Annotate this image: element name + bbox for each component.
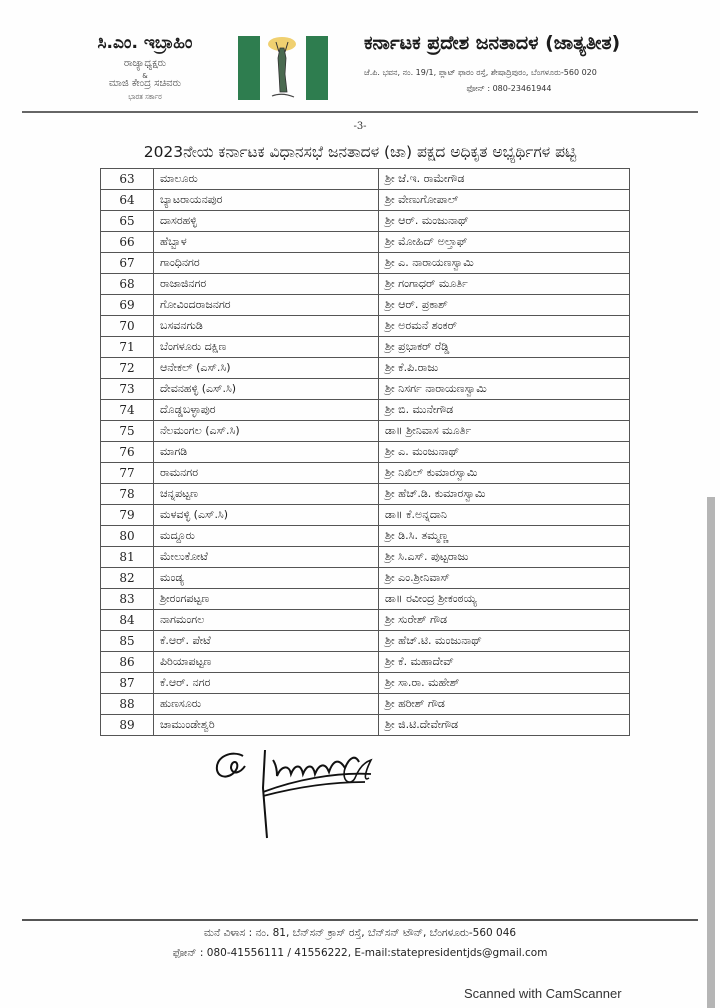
constituency-name: ಶ್ರೀರಂಗಪಟ್ಟಣ (154, 589, 379, 610)
table-row (101, 610, 630, 631)
table-row (101, 190, 630, 211)
row-number: 85 (101, 631, 154, 652)
letterhead-designation-3: ಭಾರತ ಸರ್ಕಾರ (128, 93, 162, 101)
constituency-name: ದಾಸರಹಳ್ಳಿ (154, 211, 379, 232)
constituency-name: ಹೆಬ್ಬಾಳ (154, 232, 379, 253)
candidate-name: ಶ್ರೀ ಡಿ.ಸಿ. ತಮ್ಮಣ್ಣ (379, 526, 630, 547)
logo-farmer-woman (278, 48, 287, 92)
header-divider (22, 111, 698, 113)
row-number: 72 (101, 358, 154, 379)
party-phone: ಫೋನ್ : 080-23461944 (466, 84, 552, 93)
table-row (101, 505, 630, 526)
constituency-name: ಮಂಡ್ಯ (154, 568, 379, 589)
table-row (101, 316, 630, 337)
candidate-name: ಶ್ರೀ ವೇಣುಗೋಪಾಲ್ (379, 190, 630, 211)
row-number: 64 (101, 190, 154, 211)
constituency-name: ಬ್ಯಾಟರಾಯನಪುರ (154, 190, 379, 211)
table-row (101, 295, 630, 316)
candidate-name: ಶ್ರೀ ಸುರೇಶ್ ಗೌಡ (379, 610, 630, 631)
table-row (101, 652, 630, 673)
constituency-name: ದೊಡ್ಡಬಳ್ಳಾಪುರ (154, 400, 379, 421)
row-number: 81 (101, 547, 154, 568)
row-number: 89 (101, 715, 154, 736)
signature (205, 738, 385, 848)
table-row (101, 232, 630, 253)
candidate-name: ಡಾ॥ ಶ್ರೀನಿವಾಸ ಮೂರ್ತಿ (379, 421, 630, 442)
row-number: 78 (101, 484, 154, 505)
party-address: ಜೆ.ಪಿ. ಭವನ, ನಂ. 19/1, ಪ್ಲಾಟ್ ಫಾರಂ ರಸ್ತೆ, ಶೇಷಾದ್ರಿಪುರಂ, ಬೆಂಗಳೂರು-560 020 (364, 68, 597, 77)
constituency-name: ಕೆ.ಆರ್. ಪೇಟೆ (154, 631, 379, 652)
candidate-name: ಶ್ರೀ ನಿಸರ್ಗ ನಾರಾಯಣಸ್ವಾಮಿ (379, 379, 630, 400)
row-number: 76 (101, 442, 154, 463)
row-number: 70 (101, 316, 154, 337)
table-row (101, 169, 630, 190)
candidate-name: ಶ್ರೀ ಕೆ. ಮಹಾದೇವ್ (379, 652, 630, 673)
row-number: 88 (101, 694, 154, 715)
row-number: 67 (101, 253, 154, 274)
candidate-name: ಶ್ರೀ ಪ್ರಭಾಕರ್ ರೆಡ್ಡಿ (379, 337, 630, 358)
table-row (101, 253, 630, 274)
row-number: 71 (101, 337, 154, 358)
table-row (101, 211, 630, 232)
candidate-name: ಶ್ರೀ ನಿಖಿಲ್ ಕುಮಾರಸ್ವಾಮಿ (379, 463, 630, 484)
constituency-name: ಮಾಲೂರು (154, 169, 379, 190)
table-row (101, 358, 630, 379)
row-number: 79 (101, 505, 154, 526)
footer-address: ಮನೆ ವಿಳಾಸ : ನಂ. 81, ಬೆನ್‌ಸನ್ ಕ್ರಾಸ್ ರಸ್ತೆ, ಬೆನ್‌ಸನ್ ಟೌನ್, ಬೆಂಗಳೂರು-560 046 (203, 927, 517, 939)
constituency-name: ಬೆಂಗಳೂರು ದಕ್ಷಿಣ (154, 337, 379, 358)
candidate-name: ಶ್ರೀ ಆರ್. ಮಂಜುನಾಥ್ (379, 211, 630, 232)
constituency-name: ಗೋವಿಂದರಾಜನಗರ (154, 295, 379, 316)
table-row (101, 673, 630, 694)
candidate-name: ಶ್ರೀ ಹರೀಶ್ ಗೌಡ (379, 694, 630, 715)
constituency-name: ಗಾಂಧಿನಗರ (154, 253, 379, 274)
letterhead-name: ಸಿ.ಎಂ. ಇಬ್ರಾಹಿಂ (97, 33, 193, 53)
row-number: 77 (101, 463, 154, 484)
candidate-name: ಶ್ರೀ ಜೆ.ಇ. ರಾಮೇಗೌಡ (379, 169, 630, 190)
page-number: -3- (353, 121, 367, 132)
constituency-name: ನೆಲಮಂಗಲ (ಎಸ್.ಸಿ) (154, 421, 379, 442)
table-row (101, 400, 630, 421)
table-row (101, 631, 630, 652)
constituency-name: ರಾಮನಗರ (154, 463, 379, 484)
candidate-name: ಡಾ॥ ರವೀಂದ್ರ ಶ್ರೀಕಂಠಯ್ಯ (379, 589, 630, 610)
candidate-name: ಡಾ॥ ಕೆ.ಅನ್ನದಾನಿ (379, 505, 630, 526)
constituency-name: ಹುಣಸೂರು (154, 694, 379, 715)
row-number: 69 (101, 295, 154, 316)
logo-green-bar-left (238, 36, 260, 100)
table-row (101, 526, 630, 547)
constituency-name: ನಾಗಮಂಗಲ (154, 610, 379, 631)
candidate-name: ಶ್ರೀ ಕೆ.ಪಿ.ರಾಜು (379, 358, 630, 379)
row-number: 66 (101, 232, 154, 253)
table-row (101, 589, 630, 610)
candidate-table (100, 168, 630, 736)
table-row (101, 421, 630, 442)
row-number: 74 (101, 400, 154, 421)
camscanner-watermark: Scanned with CamScanner (464, 986, 622, 1001)
row-number: 68 (101, 274, 154, 295)
candidate-name: ಶ್ರೀ ಜಿ.ಟಿ.ದೇವೇಗೌಡ (379, 715, 630, 736)
table-row (101, 715, 630, 736)
constituency-name: ಚಾಮುಂಡೇಶ್ವರಿ (154, 715, 379, 736)
constituency-name: ಮಾಗಡಿ (154, 442, 379, 463)
table-row (101, 463, 630, 484)
letterhead-designation: ರಾಜ್ಯಾಧ್ಯಕ್ಷರು (123, 58, 167, 69)
letterhead-designation-2: ಮಾಜಿ ಕೇಂದ್ರ ಸಚಿವರು (108, 78, 182, 89)
party-name: ಕರ್ನಾಟಕ ಪ್ರದೇಶ ಜನತಾದಳ (ಜಾತ್ಯತೀತ) (364, 32, 621, 54)
letterhead-ampersand: & (142, 72, 148, 80)
table-row (101, 547, 630, 568)
constituency-name: ಚನ್ನಪಟ್ಟಣ (154, 484, 379, 505)
constituency-name: ದೇವನಹಳ್ಳಿ (ಎಸ್.ಸಿ) (154, 379, 379, 400)
row-number: 65 (101, 211, 154, 232)
constituency-name: ಕೆ.ಆರ್. ನಗರ (154, 673, 379, 694)
party-logo-icon (236, 34, 330, 102)
constituency-name: ಮದ್ದೂರು (154, 526, 379, 547)
candidate-name: ಶ್ರೀ ಬಿ. ಮುನೇಗೌಡ (379, 400, 630, 421)
row-number: 75 (101, 421, 154, 442)
constituency-name: ಬಸವನಗುಡಿ (154, 316, 379, 337)
candidate-name: ಶ್ರೀ ಅರಮನೆ ಶಂಕರ್ (379, 316, 630, 337)
candidate-name: ಶ್ರೀ ಎಂ.ಶ್ರೀನಿವಾಸ್ (379, 568, 630, 589)
row-number: 84 (101, 610, 154, 631)
candidate-name: ಶ್ರೀ ಗಂಗಾಧರ್ ಮೂರ್ತಿ (379, 274, 630, 295)
candidate-name: ಶ್ರೀ ಮೋಹಿದ್ ಅಲ್ತಾಫ್ (379, 232, 630, 253)
candidate-name: ಶ್ರೀ ಸಾ.ರಾ. ಮಹೇಶ್ (379, 673, 630, 694)
table-row (101, 484, 630, 505)
scan-edge-shadow (707, 497, 715, 1008)
constituency-name: ಆನೇಕಲ್ (ಎಸ್.ಸಿ) (154, 358, 379, 379)
table-row (101, 442, 630, 463)
row-number: 86 (101, 652, 154, 673)
table-row (101, 337, 630, 358)
candidate-name: ಶ್ರೀ ಹೆಚ್.ಟಿ. ಮಂಜುನಾಥ್ (379, 631, 630, 652)
row-number: 80 (101, 526, 154, 547)
candidate-name: ಶ್ರೀ ಆರ್. ಪ್ರಕಾಶ್ (379, 295, 630, 316)
table-row (101, 274, 630, 295)
row-number: 82 (101, 568, 154, 589)
candidate-name: ಶ್ರೀ ಹೆಚ್.ಡಿ. ಕುಮಾರಸ್ವಾಮಿ (379, 484, 630, 505)
constituency-name: ಮೇಲುಕೋಟೆ (154, 547, 379, 568)
table-row (101, 379, 630, 400)
footer-divider (22, 919, 698, 921)
candidate-name: ಶ್ರೀ ಎ. ನಾರಾಯಣಸ್ವಾಮಿ (379, 253, 630, 274)
candidate-name: ಶ್ರೀ ಎ. ಮಂಜುನಾಥ್ (379, 442, 630, 463)
row-number: 63 (101, 169, 154, 190)
constituency-name: ಮಳವಳ್ಳಿ (ಎಸ್.ಸಿ) (154, 505, 379, 526)
document-title: 2023ನೇಯ ಕರ್ನಾಟಕ ವಿಧಾನಸಭೆ ಜನತಾದಳ (ಜಾ) ಪಕ್ಷದ ಅಧಿಕೃತ ಅಭ್ಯರ್ಥಿಗಳ ಪಟ್ಟಿ (143, 143, 577, 161)
constituency-name: ಪಿರಿಯಾಪಟ್ಟಣ (154, 652, 379, 673)
table-row (101, 568, 630, 589)
row-number: 87 (101, 673, 154, 694)
logo-green-bar-right (306, 36, 328, 100)
row-number: 73 (101, 379, 154, 400)
footer-contact: ಫೋನ್ : 080-41556111 / 41556222, E-mail:statepresidentjds@gmail.com (172, 947, 548, 959)
candidate-name: ಶ್ರೀ ಸಿ.ಎಸ್. ಪುಟ್ಟರಾಜು (379, 547, 630, 568)
table-row (101, 694, 630, 715)
row-number: 83 (101, 589, 154, 610)
constituency-name: ರಾಜಾಜಿನಗರ (154, 274, 379, 295)
